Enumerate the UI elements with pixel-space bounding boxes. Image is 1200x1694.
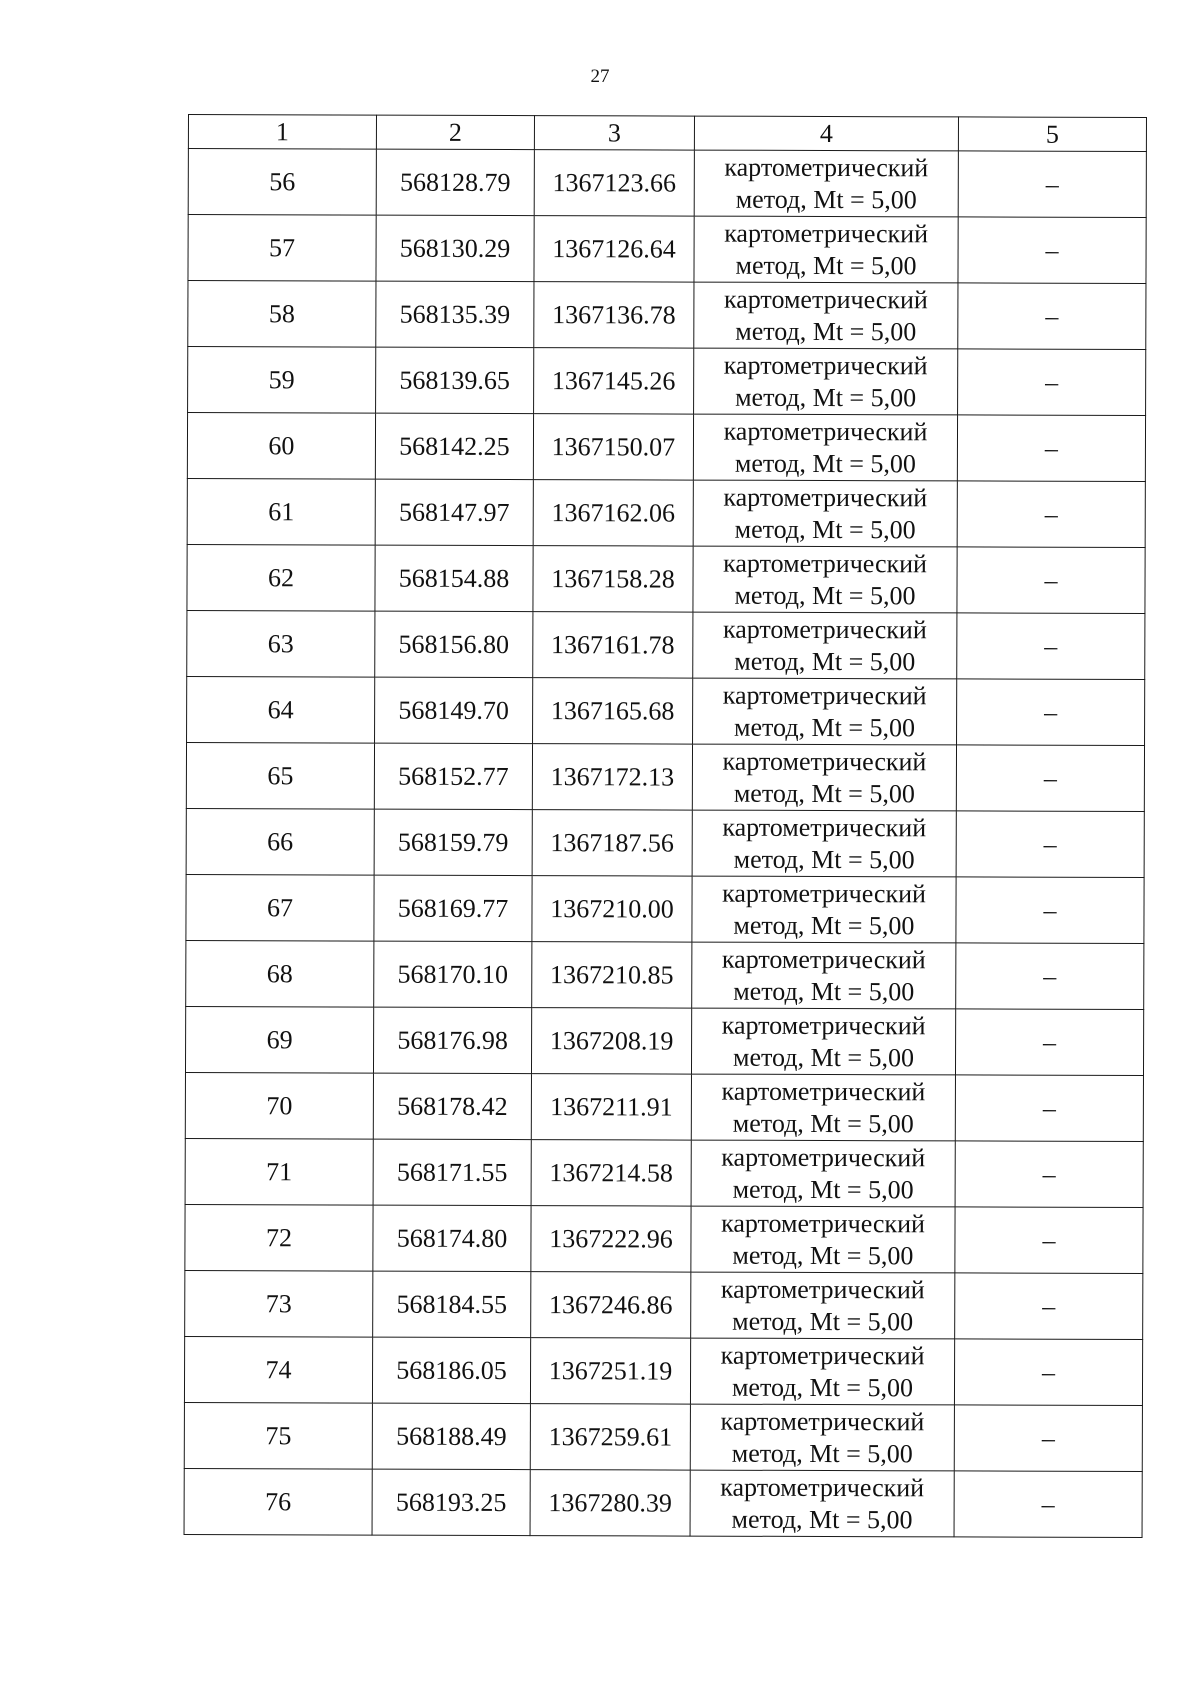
x-coordinate-cell: 568130.29 [376,215,534,281]
point-number-cell: 62 [187,544,375,611]
y-coordinate-cell: 1367246.86 [531,1272,691,1339]
y-coordinate-cell: 1367123.66 [534,150,694,217]
note-cell: – [958,349,1146,416]
method-line-1: картометрический [722,878,927,908]
x-coordinate-cell: 568171.55 [373,1139,531,1205]
point-number-cell: 75 [184,1402,372,1469]
table-row [186,940,1144,1009]
point-number-cell: 65 [186,742,374,809]
method-cell [691,1140,955,1207]
method-line-2: метод, Mt = 5,00 [734,646,916,676]
note-cell: – [957,613,1145,680]
y-coordinate-cell: 1367162.06 [533,480,693,547]
method-cell [693,546,957,613]
table-row [184,1336,1142,1405]
table-row [185,1006,1143,1075]
note-cell: – [956,943,1144,1010]
x-coordinate-cell: 568184.55 [373,1271,531,1337]
table-header [188,115,1146,152]
method-cell [693,678,957,745]
note-cell: – [955,1075,1143,1142]
column-header-5: 5 [958,117,1146,152]
y-coordinate-cell: 1367211.91 [531,1074,691,1141]
table-row [187,413,1145,482]
method-cell [692,942,956,1009]
x-coordinate-cell: 568147.97 [375,479,533,545]
point-number-cell: 74 [184,1336,372,1403]
method-line-1: картометрический [723,482,928,512]
note-cell: – [957,481,1145,548]
note-cell: – [956,745,1144,812]
y-coordinate-cell: 1367187.56 [532,810,692,877]
method-line-1: картометрический [720,1406,925,1436]
method-line-1: картометрический [724,152,929,182]
method-cell [694,150,958,217]
method-cell [690,1404,954,1471]
method-line-2: метод, Mt = 5,00 [732,1306,914,1336]
method-line-1: картометрический [722,746,927,776]
method-cell [691,1074,955,1141]
method-line-2: метод, Mt = 5,00 [734,580,916,610]
method-line-1: картометрический [721,1208,925,1238]
point-number-cell: 70 [185,1072,373,1139]
x-coordinate-cell: 568188.49 [372,1403,530,1469]
method-line-2: метод, Mt = 5,00 [733,910,915,940]
x-coordinate-cell: 568149.70 [375,677,533,743]
method-line-1: картометрический [723,350,928,380]
point-number-cell: 73 [185,1270,373,1337]
x-coordinate-cell: 568135.39 [376,281,534,347]
note-cell: – [956,811,1144,878]
method-line-1: картометрический [720,1274,925,1304]
point-number-cell: 57 [188,215,376,282]
note-cell: – [954,1405,1142,1472]
method-line-2: метод, Mt = 5,00 [735,316,917,346]
method-cell [690,1470,954,1537]
y-coordinate-cell: 1367222.96 [531,1206,691,1273]
note-cell: – [955,1009,1143,1076]
point-number-cell: 76 [184,1468,372,1535]
method-line-2: метод, Mt = 5,00 [732,1042,915,1072]
method-cell [691,1206,955,1273]
point-number-cell: 71 [185,1138,373,1205]
method-line-1: картометрический [722,812,927,842]
point-number-cell: 59 [188,347,376,414]
point-number-cell: 56 [188,149,376,216]
method-line-1: картометрический [722,680,927,710]
y-coordinate-cell: 1367210.00 [532,876,692,943]
point-number-cell: 63 [187,610,375,677]
x-coordinate-cell: 568139.65 [376,347,534,413]
note-cell: – [955,1207,1143,1274]
page-number: 27 [590,66,610,87]
table-row [188,149,1146,218]
point-number-cell: 68 [186,940,374,1007]
method-line-2: метод, Mt = 5,00 [733,778,915,808]
method-line-1: картометрический [723,284,928,314]
method-cell [694,348,958,415]
y-coordinate-cell: 1367136.78 [534,282,694,349]
x-coordinate-cell: 568193.25 [372,1469,530,1535]
point-number-cell: 60 [187,413,375,480]
method-cell [693,480,957,547]
method-line-2: метод, Mt = 5,00 [735,184,917,214]
method-line-1: картометрический [720,1340,925,1370]
coordinates-table [184,114,1147,1538]
y-coordinate-cell: 1367210.85 [532,942,692,1009]
column-header-4: 4 [694,116,958,151]
table-row [184,1468,1142,1537]
y-coordinate-cell: 1367172.13 [532,744,692,811]
y-coordinate-cell: 1367208.19 [531,1008,691,1075]
note-cell: – [957,547,1145,614]
method-line-2: метод, Mt = 5,00 [732,1240,914,1270]
note-cell: – [955,1273,1143,1340]
method-cell [692,810,956,877]
x-coordinate-cell: 568174.80 [373,1205,531,1271]
y-coordinate-cell: 1367126.64 [534,216,694,283]
x-coordinate-cell: 568178.42 [373,1073,531,1139]
point-number-cell: 67 [186,874,374,941]
table-row [185,1072,1143,1141]
table-row [186,808,1144,877]
y-coordinate-cell: 1367280.39 [530,1470,690,1537]
method-line-1: картометрический [721,944,926,974]
method-cell [691,1272,955,1339]
x-coordinate-cell: 568186.05 [372,1337,530,1403]
y-coordinate-cell: 1367158.28 [533,546,693,613]
column-header-1: 1 [188,115,376,150]
y-coordinate-cell: 1367150.07 [533,414,693,481]
x-coordinate-cell: 568152.77 [374,743,532,809]
table-row [187,478,1145,547]
method-line-2: метод, Mt = 5,00 [734,448,916,478]
table-row [188,215,1146,284]
note-cell: – [954,1471,1142,1538]
y-coordinate-cell: 1367214.58 [531,1140,691,1207]
method-line-1: картометрический [723,416,928,446]
table-row [184,1402,1142,1471]
method-line-2: метод, Mt = 5,00 [734,712,916,742]
note-cell: – [954,1339,1142,1406]
method-line-1: картометрический [720,1472,925,1502]
x-coordinate-cell: 568154.88 [375,545,533,611]
y-coordinate-cell: 1367251.19 [530,1338,690,1405]
point-number-cell: 69 [185,1006,373,1073]
column-header-3: 3 [534,116,694,151]
method-line-2: метод, Mt = 5,00 [733,976,915,1006]
y-coordinate-cell: 1367145.26 [534,348,694,415]
method-cell [694,216,958,283]
table-row [186,874,1144,943]
method-line-2: метод, Mt = 5,00 [734,514,916,544]
method-line-2: метод, Mt = 5,00 [732,1108,914,1138]
table-row [188,281,1146,350]
table-body [184,149,1146,1538]
x-coordinate-cell: 568156.80 [375,611,533,677]
method-line-1: картометрический [722,614,927,644]
method-cell [690,1338,954,1405]
point-number-cell: 61 [187,478,375,545]
x-coordinate-cell: 568176.98 [373,1007,531,1073]
x-coordinate-cell: 568142.25 [375,413,533,479]
table-row [188,347,1146,416]
table-row [187,610,1145,679]
point-number-cell: 64 [187,676,375,743]
column-header-2: 2 [376,115,534,149]
method-cell [692,876,956,943]
note-cell: – [957,679,1145,746]
note-cell: – [958,151,1146,218]
method-cell [691,1008,955,1075]
note-cell: – [957,415,1145,482]
method-cell [692,744,956,811]
method-line-2: метод, Mt = 5,00 [731,1504,913,1534]
y-coordinate-cell: 1367161.78 [533,612,693,679]
note-cell: – [956,877,1144,944]
x-coordinate-cell: 568159.79 [374,809,532,875]
method-cell [693,612,957,679]
method-line-1: картометрический [723,548,928,578]
method-line-2: метод, Mt = 5,00 [733,844,915,874]
table-row [187,544,1145,613]
point-number-cell: 72 [185,1204,373,1271]
method-line-1: картометрический [721,1076,926,1106]
x-coordinate-cell: 568128.79 [376,149,534,215]
note-cell: – [955,1141,1143,1208]
table-row [185,1138,1143,1207]
x-coordinate-cell: 568170.10 [374,941,532,1007]
method-cell [693,414,957,481]
method-line-2: метод, Mt = 5,00 [731,1438,913,1468]
y-coordinate-cell: 1367259.61 [530,1404,690,1471]
table-row [186,742,1144,811]
table-row [185,1270,1143,1339]
note-cell: – [958,217,1146,284]
method-cell [694,282,958,349]
method-line-2: метод, Mt = 5,00 [735,382,917,412]
method-line-2: метод, Mt = 5,00 [731,1372,914,1402]
point-number-cell: 58 [188,281,376,348]
method-line-1: картометрический [721,1010,926,1040]
method-line-1: картометрический [721,1142,926,1172]
method-line-1: картометрический [724,218,929,248]
point-number-cell: 66 [186,808,374,875]
header-row [188,115,1146,152]
table-row [185,1204,1143,1273]
x-coordinate-cell: 568169.77 [374,875,532,941]
note-cell: – [958,283,1146,350]
table-row [187,676,1145,745]
y-coordinate-cell: 1367165.68 [533,678,693,745]
method-line-2: метод, Mt = 5,00 [735,250,917,280]
method-line-2: метод, Mt = 5,00 [732,1174,914,1204]
